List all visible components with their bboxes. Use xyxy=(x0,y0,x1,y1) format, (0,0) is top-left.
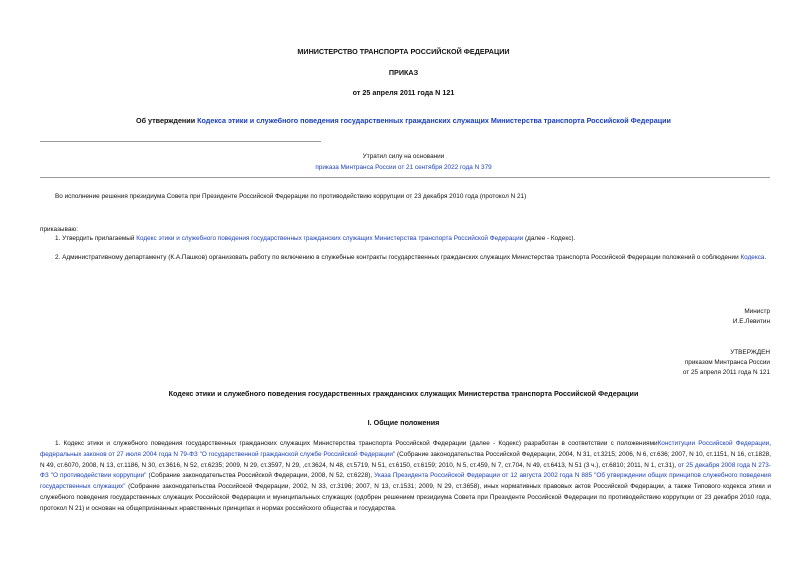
status-top-divider xyxy=(40,141,321,142)
item-1-text: 1. Утвердить прилагаемый xyxy=(55,235,137,242)
code-link[interactable]: Кодекс этики и служебного поведения государственных гражданских служащих Министерства транспорта Российской Федерации xyxy=(136,235,524,242)
item-2-tail: . xyxy=(764,254,767,261)
approved-date: от 25 апреля 2011 года N 121 xyxy=(682,369,770,376)
law-79fz-link[interactable]: федеральных законов от 27 июля 2004 года N 79-ФЗ "О государственной гражданской службе Российской Федерации" xyxy=(40,450,396,458)
clause-1 xyxy=(40,439,771,515)
status-bottom-divider xyxy=(40,177,770,178)
order-word: приказываю: xyxy=(40,226,78,233)
clause-1-sources-a: (Собрание законодательства Российской Федерации, 2004, N 31, ст.3215; 2006, N 6, ст.636; 2007, N 10, ст.1151, N 16, ст.1828, N 49, ст.6070, 2008, N 13, ст.1186, N 30, ст.3616, N 52, ст.6235; 2009, N 29, ст.3597, N 29, ,ст.3624, N 48, ст.5719, N 51, ст.6150, ст.6159; 2010, N 5, ст.459, N 7, ст.704, N 49, ст.6413, N 51 (3 ч.), ст.6810; 2011, N 1, ст.31), xyxy=(40,450,771,469)
code-title: Кодекс этики и служебного поведения государственных гражданских служащих Министерства транспорта Российской Федерации xyxy=(168,389,639,398)
signature-position: Министр xyxy=(744,308,770,315)
item-1-tail: (далее - Кодекс). xyxy=(523,235,576,242)
item-2 xyxy=(40,253,771,264)
clause-1-intro: 1. Кодекс этики и служебного поведения государственных гражданских служащих Министерства транспорта Российской Федерации (далее - Кодекс) разработан в соответствии с положениями xyxy=(55,440,658,447)
doc-type-heading: ПРИКАЗ xyxy=(388,68,419,77)
constitution-link[interactable]: Конституции Российской Федерации xyxy=(657,440,770,447)
signature-name: И.Е.Левитин xyxy=(732,318,770,325)
ministry-heading: МИНИСТЕРСТВО ТРАНСПОРТА РОССИЙСКОЙ ФЕДЕРАЦИИ xyxy=(297,47,510,56)
decree-885-link[interactable]: Указа Президента Российской Федерации от 12 августа 2002 года N 885 "Об утверждении общих принципов служебного поведения государственных служащих" xyxy=(40,472,772,491)
approved-word: УТВЕРЖДЕН xyxy=(730,349,770,356)
section-heading: I. Общие положения xyxy=(367,418,440,427)
item-2-text: 2. Административному департаменту (К.А.Пашков) организовать работу по включению в служебные контракты государственных гражданских служащих Министерства транспорта Российской Федерации положений о соблюдении xyxy=(55,254,741,261)
item-1 xyxy=(55,235,575,242)
code-short-link[interactable]: Кодекса xyxy=(740,254,765,261)
doc-date-number: от 25 апреля 2011 года N 121 xyxy=(352,88,455,97)
law-273fz-link[interactable]: от 25 декабря 2008 года N 273-ФЗ "О противодействии коррупции" xyxy=(40,461,771,480)
preamble-text: Во исполнение решения президиума Совета при Президенте Российской Федерации по противодействию коррупции от 23 декабря 2010 года (протокол N 21) xyxy=(55,193,527,200)
doc-title-link[interactable]: Кодекса этики и служебного поведения государственных гражданских служащих Министерства транспорта Российской Федерации xyxy=(197,116,671,125)
status-repeal-link[interactable]: приказа Минтранса России от 21 сентября 2022 года N 379 xyxy=(315,164,492,171)
clause-1-sources-b: (Собрание законодательства Российской Федерации, 2008, N 52, ст.6228), xyxy=(146,472,375,480)
clause-1-sep: , xyxy=(769,440,771,447)
approved-by: приказом Минтранса России xyxy=(684,359,770,366)
status-line-1: Утратил силу на основании xyxy=(362,153,445,160)
doc-title-prefix: Об утверждении xyxy=(136,116,198,125)
clause-1-sources-c: (Собрание законодательства Российской Федерации, 2002, N 33, ст.3196; 2007, N 13, ст.1531; 2009, N 29, ст.3658), иных нормативных правовых актов Российской Федерации, а также Типового кодекса этики и служебного поведения государственных служащих Российской Федерации и муниципальных служащих (одобрен решением президиума Совета при Президенте Российской Федерации по противодействию коррупции от 23 декабря 2010 года, протокол N 21) и основан на общепризнанных нравственных принципах и нормах российского общества и государства. xyxy=(40,483,772,512)
doc-title xyxy=(0,116,807,125)
